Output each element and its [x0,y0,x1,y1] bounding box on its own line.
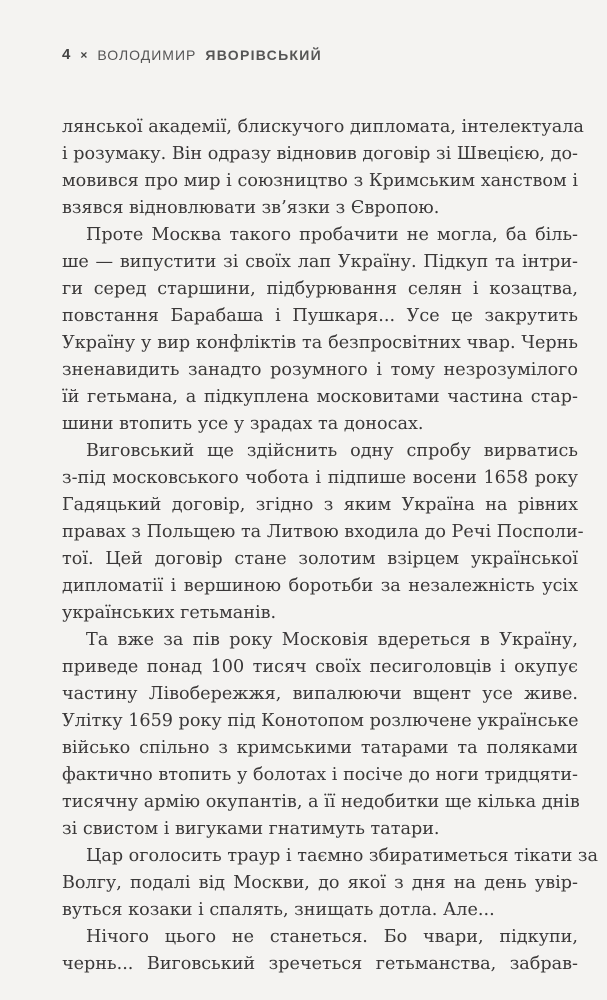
text-line: приведе понад 100 тисяч своїх песиголовців і окупує [62,657,578,677]
paragraph [62,438,584,627]
text-line: правах з Польщею та Литвою входила до Речі Посполи- [62,522,584,542]
text-line: Волгу, подалі від Москви, до якої з дня на день увір- [62,873,578,893]
text-line: і розумаку. Він одразу відновив договір зі Швецією, до- [62,144,578,164]
text-line: тисячну армію окупантів, а її недобитки ще кілька днів [62,792,580,812]
text-line: ги серед старшини, підбурювання селян і козацтва, [62,279,578,299]
text-line: чернь... Виговський зречеться гетьманства, забрав- [62,954,578,974]
text-line: Виговський ще здійснить одну спробу вирватись [86,441,578,461]
text-line: ше — випустити зі своїх лап Україну. Підкуп та інтри- [62,252,578,272]
text-line: Улітку 1659 року під Конотопом розлючене українське [62,711,579,731]
text-line: тої. Цей договір стане золотим взірцем української [62,549,578,569]
paragraph [62,924,578,978]
author-last-name: ЯВОРІВСЬКИЙ [205,46,323,63]
text-line: Нічого цього не станеться. Бо чвари, підкупи, [86,927,578,947]
text-line: Цар оголосить траур і таємно збиратиметься тікати за [86,846,598,866]
text-line: шини втопить усе у зрадах та доносах. [62,414,424,434]
text-line: українських гетьманів. [62,603,277,623]
text-line: зі свистом і вигуками гнатимуть татари. [62,819,440,839]
text-line: зненавидить занадто розумного і тому незрозумілого [62,360,578,380]
text-line: вуться козаки і спалять, знищать дотла. Але... [62,900,495,920]
text-line: частину Лівобережжя, випалюючи вщент усе живе. [62,684,578,704]
text-line: фактично втопить у болотах і посіче до ноги тридцяти- [62,765,578,785]
text-line: Україну у вир конфліктів та безпросвітних чвар. Чернь [62,333,578,353]
header-separator: × [80,47,89,62]
author-first-name: ВОЛОДИМИР [97,46,197,63]
page-body [62,114,598,978]
page-number: 4 [62,46,72,63]
text-line: їй гетьмана, а підкуплена московитами частина стар- [62,387,578,407]
running-header [62,46,322,63]
paragraph [62,843,598,924]
text-line: Гадяцький договір, згідно з яким Україна на рівних [62,495,578,515]
text-line: мовився про мир і союзництво з Кримським ханством і [62,171,578,191]
paragraph [62,114,584,222]
text-line: повстання Барабаша і Пушкаря... Усе це закрутить [62,306,578,326]
text-line: взявся відновлювати зв’язки з Європою. [62,198,440,218]
text-line: військо спільно з кримськими татарами та поляками [62,738,578,758]
text-line: з-під московського чобота і підпише восени 1658 року [62,468,578,488]
text-line: лянської академії, блискучого дипломата, інтелектуала [62,117,584,137]
paragraph [62,222,578,438]
text-line: Проте Москва такого пробачити не могла, ба біль- [86,225,578,245]
paragraph [62,627,578,843]
text-line: Та вже за пів року Московія вдереться в Україну, [86,630,578,650]
text-line: дипломатії і вершиною боротьби за незалежність усіх [62,576,578,596]
